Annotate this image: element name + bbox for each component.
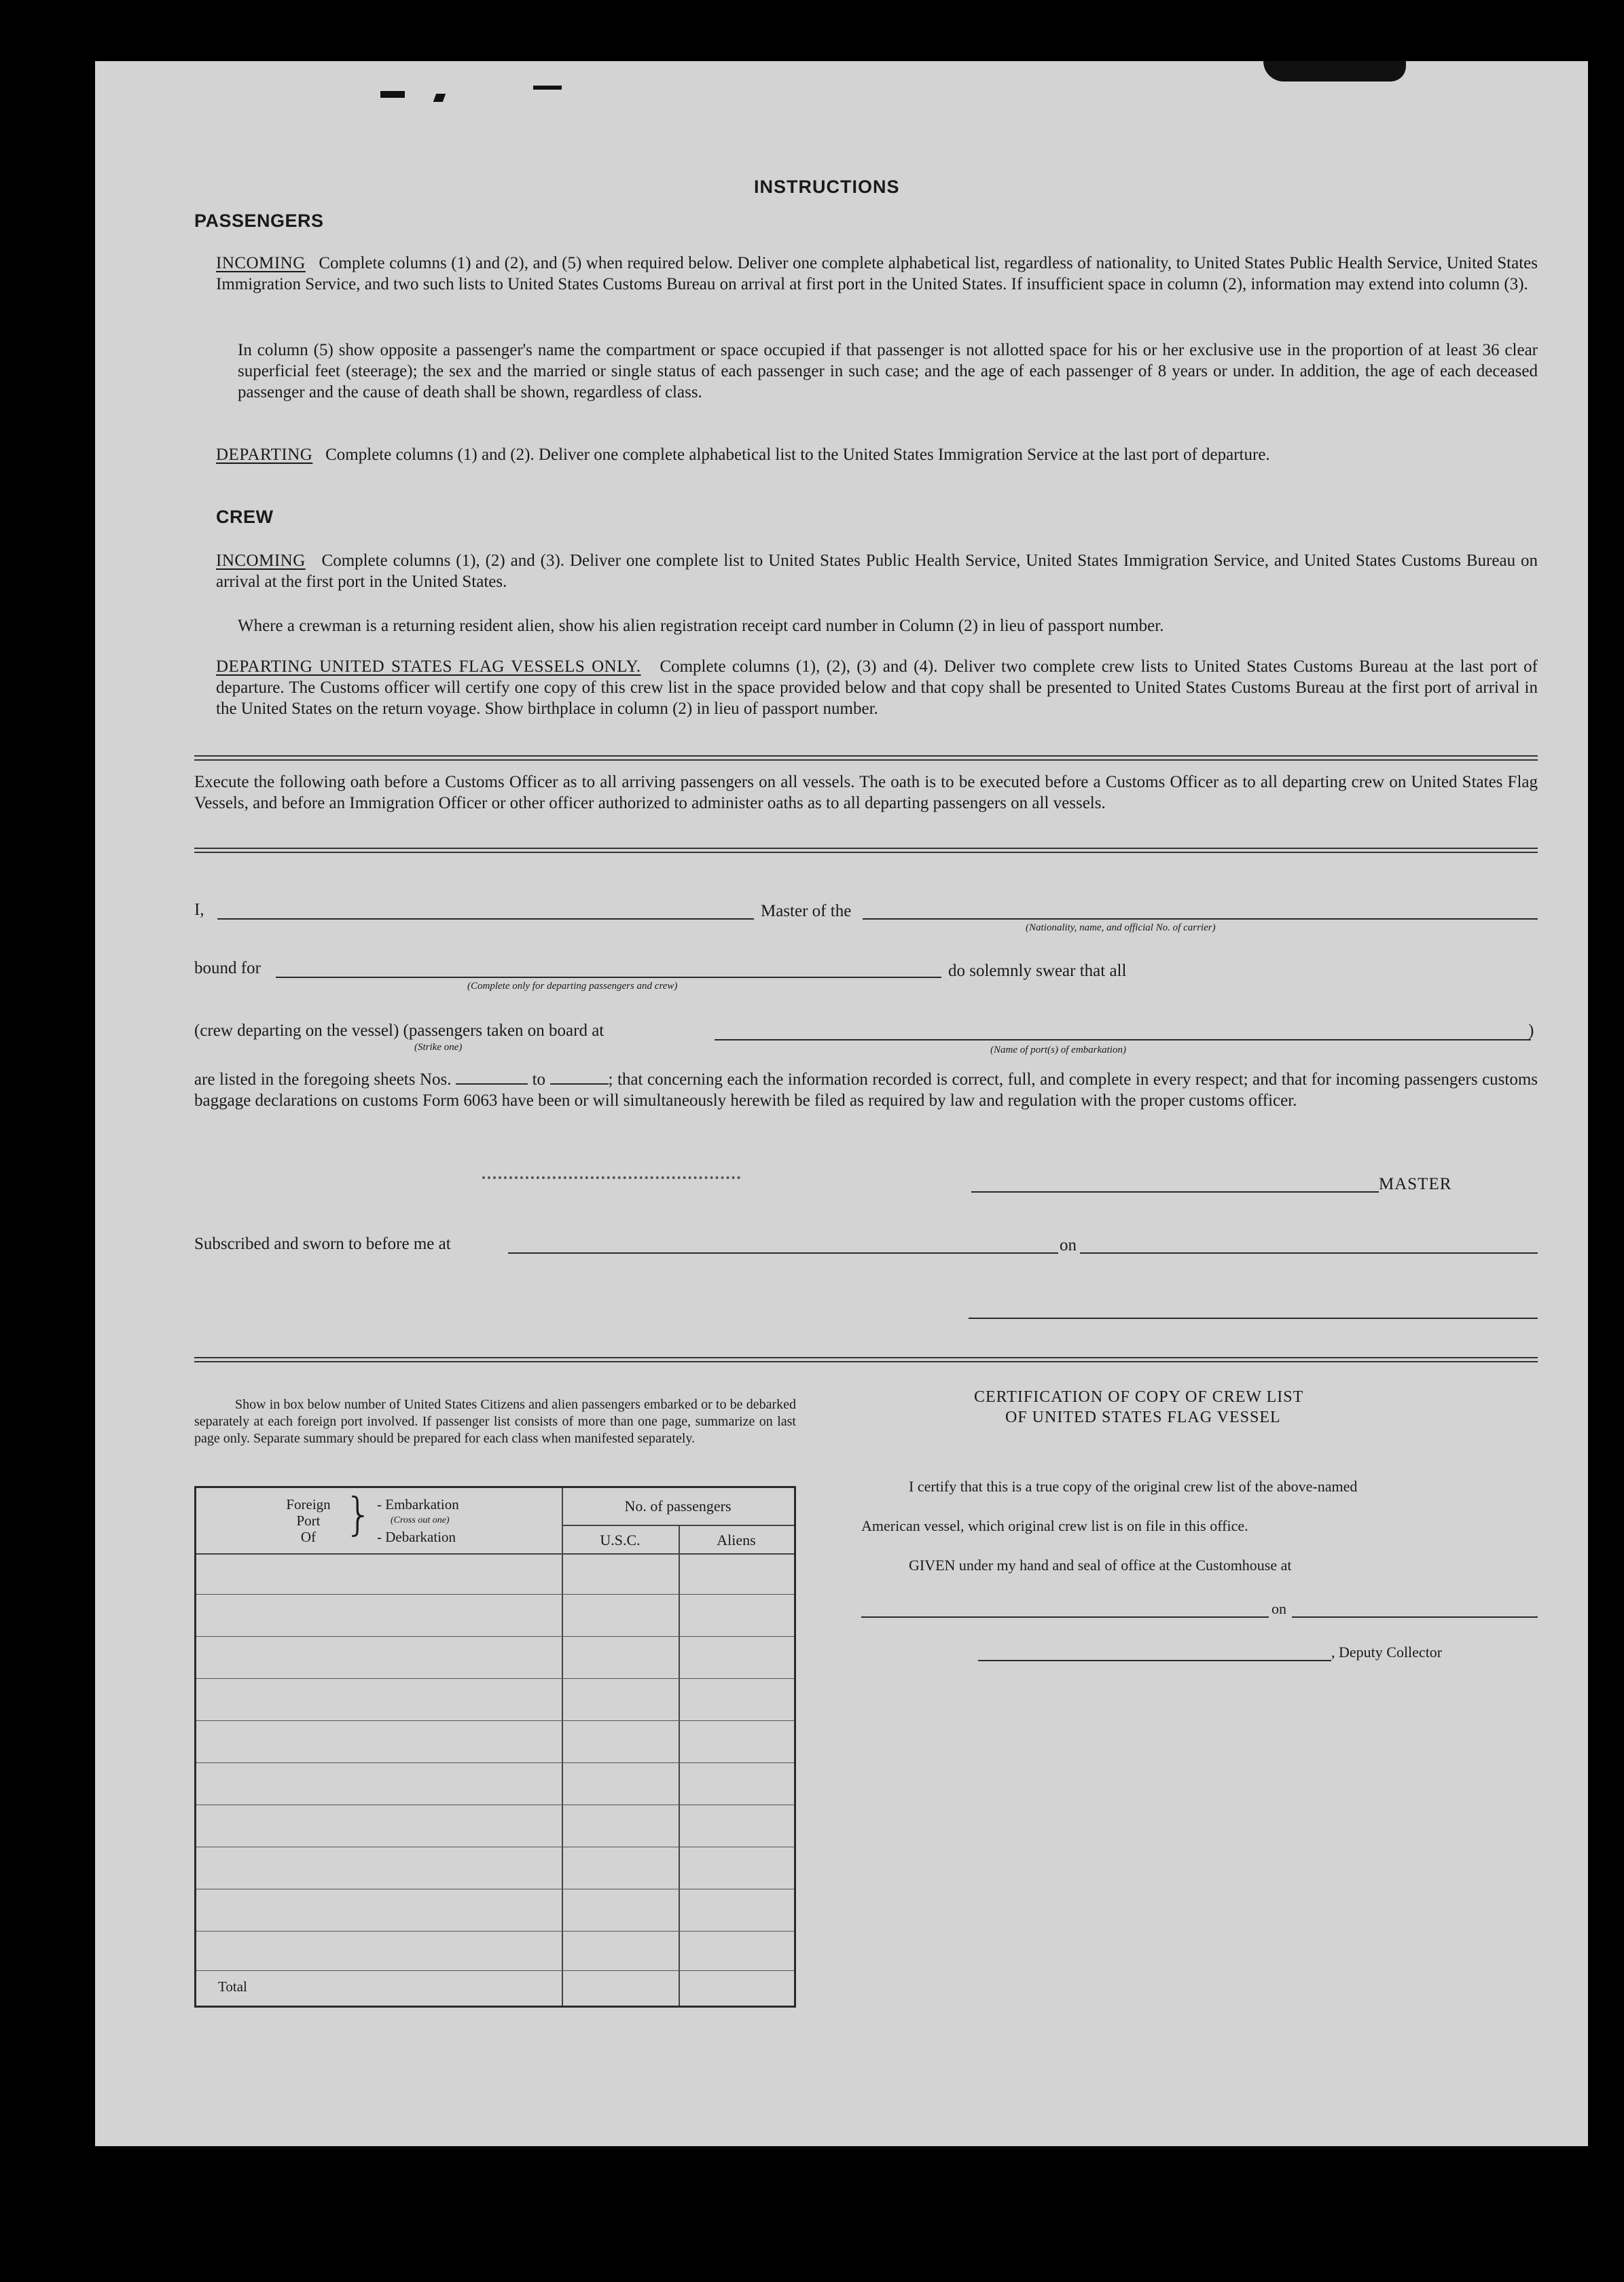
- total-label: Total: [218, 1978, 247, 1995]
- crew-heading: CREW: [216, 507, 274, 527]
- table-row: [196, 1720, 794, 1721]
- listed-text-1: are listed in the foregoing sheets Nos.: [194, 1070, 452, 1089]
- foreign-port-label: [271, 1496, 346, 1545]
- listed-paragraph: [194, 1069, 1538, 1111]
- certification-title-line2: OF UNITED STATES FLAG VESSEL: [1005, 1409, 1281, 1426]
- deputy-signature-field[interactable]: [978, 1660, 1331, 1661]
- passenger-summary-table: [194, 1486, 796, 2008]
- debarkation-label: - Debarkation: [377, 1529, 456, 1545]
- section-divider: [194, 1357, 1538, 1362]
- oath-i-label: I,: [194, 901, 204, 919]
- passengers-departing-section: [216, 444, 1538, 465]
- passengers-departing-label: DEPARTING: [216, 446, 313, 464]
- aliens-header: Aliens: [717, 1532, 756, 1548]
- cert-on-label: on: [1271, 1600, 1286, 1617]
- to-label: to: [532, 1070, 546, 1089]
- given-text: GIVEN under my hand and seal of office at the Customhouse at: [909, 1557, 1292, 1574]
- listed-text-2: ; that concerning each the information recorded is correct, full, and complete in every respect; and that for incoming passengers customs baggage declarations on customs Form 6063 have been or will simultaneously herewith be filed as required by law and regulation with the proper customs officer.: [194, 1070, 1538, 1110]
- of-label: Of: [300, 1529, 317, 1545]
- scan-mark: [433, 94, 446, 102]
- master-name-field[interactable]: [217, 918, 754, 920]
- customhouse-field[interactable]: [861, 1616, 1269, 1618]
- brace-glyph: }: [344, 1488, 373, 1540]
- section-divider: [194, 755, 1538, 761]
- nationality-note: (Nationality, name, and official No. of carrier): [1026, 922, 1216, 933]
- passengers-incoming-section: [216, 253, 1538, 295]
- bound-for-label: bound for: [194, 959, 261, 977]
- passengers-incoming-label: INCOMING: [216, 254, 306, 272]
- page-title: INSTRUCTIONS: [754, 177, 900, 197]
- certify-text-1: I certify that this is a true copy of the original crew list of the above-named: [909, 1478, 1358, 1495]
- embarkation-label: - Embarkation: [377, 1496, 459, 1513]
- certification-title: [883, 1387, 1624, 1428]
- strike-one-note: (Strike one): [414, 1042, 463, 1053]
- scan-mark: [533, 86, 562, 90]
- master-label: MASTER: [1379, 1175, 1452, 1193]
- crew-incoming-text: Complete columns (1), (2) and (3). Deliver one complete list to United States Public Health Service, United States Immigration Service, and United States Customs Bureau on arrival at the first port in the United States.: [216, 551, 1538, 591]
- complete-only-note: (Complete only for departing passengers and crew): [467, 981, 678, 992]
- embark-debark-label: [377, 1496, 459, 1545]
- deputy-collector-label: , Deputy Collector: [1331, 1644, 1443, 1661]
- sworn-on-label: on: [1060, 1236, 1077, 1254]
- header-divider: [196, 1553, 794, 1555]
- crew-departing-text: (crew departing on the vessel) (passengers taken on board at: [194, 1021, 605, 1040]
- ports-note: (Name of port(s) of embarkation): [990, 1045, 1126, 1055]
- table-row: [196, 1636, 794, 1637]
- certify-text-2: American vessel, which original crew list is on file in this office.: [861, 1517, 1248, 1534]
- bound-for-field[interactable]: [276, 977, 941, 978]
- column-divider: [679, 1525, 680, 2006]
- sheet-from-field[interactable]: [456, 1083, 528, 1085]
- crew-resident-text: Where a crewman is a returning resident alien, show his alien registration receipt card number in Column (2) in lieu of passport number.: [238, 617, 1164, 635]
- scan-mark: [380, 91, 405, 98]
- crew-incoming-label: INCOMING: [216, 551, 306, 570]
- port-label: Port: [296, 1513, 321, 1529]
- table-row: [196, 1762, 794, 1763]
- crew-departing-section: [216, 656, 1538, 719]
- passengers-heading: PASSENGERS: [194, 211, 324, 231]
- table-row: [196, 1970, 794, 1971]
- dotted-line: [482, 1176, 740, 1179]
- sheet-to-field[interactable]: [550, 1083, 609, 1085]
- column-divider: [562, 1488, 563, 2006]
- usc-header: U.S.C.: [600, 1532, 640, 1548]
- scan-mark: [1263, 61, 1406, 82]
- table-row: [196, 1931, 794, 1932]
- passengers-departing-text: Complete columns (1) and (2). Deliver one complete alphabetical list to the United States Immigration Service at the last port of departure.: [325, 446, 1270, 464]
- carrier-field[interactable]: [863, 918, 1538, 920]
- cross-out-note: (Cross out one): [391, 1515, 450, 1525]
- passengers-column5-text: In column (5) show opposite a passenger's name the compartment or space occupied if that passenger is not allotted space for his or her exclusive use in the proportion of at least 36 clear superficial feet (steerage); the sex and the married or single status of each passenger in such case; and the age of each passenger of 8 years or under. In addition, the age of each deceased passenger and the cause of death shall be shown, regardless of class.: [238, 341, 1538, 401]
- swear-text: do solemnly swear that all: [948, 962, 1127, 980]
- foreign-label: Foreign: [286, 1496, 331, 1513]
- table-row: [196, 1594, 794, 1595]
- crew-incoming-section: [216, 550, 1538, 592]
- sworn-place-field[interactable]: [508, 1252, 1058, 1254]
- crew-departing-text: Complete columns (1), (2), (3) and (4). Deliver two complete crew lists to United States Customs Bureau at the last port of departure. The Customs officer will certify one copy of this crew list in the space provided below and that copy shall be presented to United States Customs Bureau at the first port of arrival in the United States on the return voyage. Show birthplace in column (2) in lieu of passport number.: [216, 657, 1538, 718]
- table-row: [196, 1678, 794, 1679]
- embarkation-ports-field[interactable]: [715, 1039, 1531, 1040]
- master-signature-field[interactable]: [971, 1191, 1379, 1193]
- section-divider: [194, 848, 1538, 853]
- master-of-label: Master of the: [761, 902, 852, 920]
- close-paren: ): [1528, 1021, 1534, 1040]
- cert-date-field[interactable]: [1292, 1616, 1538, 1618]
- sworn-date-field[interactable]: [1080, 1252, 1538, 1254]
- certification-title-line1: CERTIFICATION OF COPY OF CREW LIST: [974, 1388, 1304, 1406]
- oath-intro: Execute the following oath before a Customs Officer as to all arriving passengers on all vessels. The oath is to be executed before a Customs Officer as to all departing crew on United States Flag Vessels, and before an Immigration Officer or other officer authorized to administer oaths as to all departing passengers on all vessels.: [194, 773, 1538, 812]
- officer-signature-field[interactable]: [969, 1318, 1538, 1319]
- form-sheet: [95, 61, 1588, 2146]
- passengers-incoming-text: Complete columns (1) and (2), and (5) when required below. Deliver one complete alphabetical list, regardless of nationality, to United States Public Health Service, United States Immigration Service, and two such lists to United States Customs Bureau on arrival at first port in the United States. If insufficient space in column (2), information may extend into column (3).: [216, 254, 1538, 293]
- crew-departing-label: DEPARTING UNITED STATES FLAG VESSELS ONLY.: [216, 657, 641, 676]
- summary-instructions: Show in box below number of United States Citizens and alien passengers embarked or to be debarked separately at each foreign port involved. If passenger list consists of more than one page, summarize on last page only. Separate summary should be prepared for each class when manifested separately.: [194, 1397, 796, 1446]
- subscribed-label: Subscribed and sworn to before me at: [194, 1235, 451, 1253]
- no-of-passengers-header: No. of passengers: [624, 1498, 732, 1515]
- header-divider: [562, 1525, 794, 1526]
